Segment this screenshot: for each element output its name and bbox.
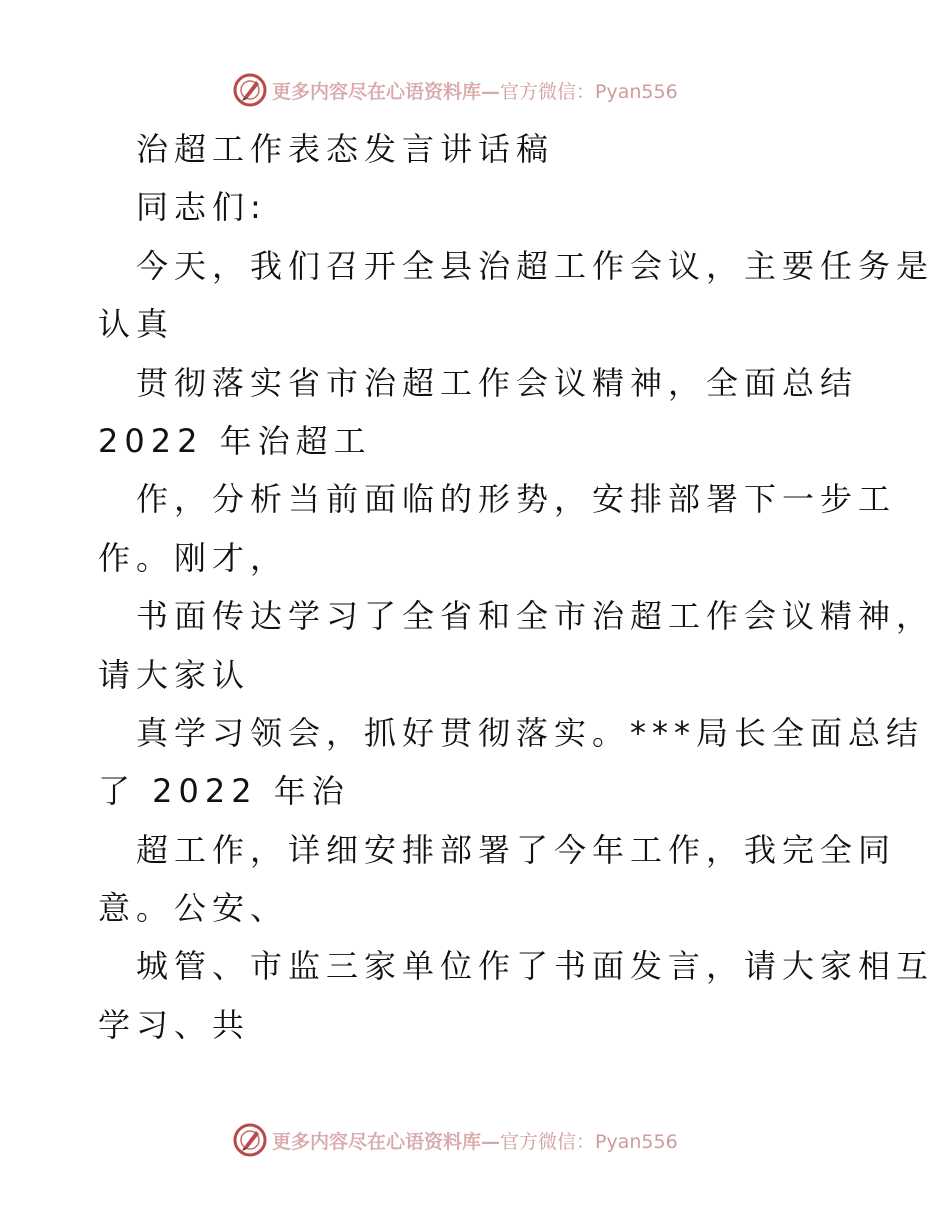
pen-logo-icon bbox=[232, 72, 268, 108]
document-line: 认真 bbox=[98, 305, 175, 344]
document-line: 2022 年治超工 bbox=[98, 421, 372, 460]
document-line: 超工作，详细安排部署了今年工作，我完全同 bbox=[136, 830, 897, 869]
header-banner bbox=[232, 70, 678, 110]
document-line: 学习、共 bbox=[98, 1005, 251, 1044]
document-line: 城管、市监三家单位作了书面发言，请大家相互 bbox=[136, 947, 935, 986]
document-body bbox=[98, 120, 935, 1054]
document-line: 了 2022 年治 bbox=[98, 772, 350, 811]
document-line: 作，分析当前面临的形势，安排部署下一步工 bbox=[136, 480, 897, 519]
pen-logo-icon bbox=[232, 1122, 268, 1158]
document-line: 作。刚才， bbox=[98, 538, 289, 577]
document-line: 贯彻落实省市治超工作会议精神，全面总结 bbox=[136, 363, 859, 402]
footer-banner bbox=[232, 1120, 678, 1160]
document-line: 真学习领会，抓好贯彻落实。***局长全面总结 bbox=[136, 713, 925, 752]
header-wechat-text: 官方微信：Pyan556 bbox=[500, 80, 678, 103]
footer-wechat-text: 官方微信：Pyan556 bbox=[500, 1130, 678, 1153]
document-line: 请大家认 bbox=[98, 655, 251, 694]
document-line: 同志们: bbox=[136, 188, 267, 227]
header-banner-text: 更多内容尽在心语资料库— bbox=[272, 80, 501, 103]
document-line: 今天，我们召开全县治超工作会议，主要任务是 bbox=[136, 246, 935, 285]
document-line: 意。公安、 bbox=[98, 889, 289, 928]
footer-banner-text: 更多内容尽在心语资料库— bbox=[272, 1130, 501, 1153]
document-line: 书面传达学习了全省和全市治超工作会议精神， bbox=[136, 597, 935, 636]
document-line: 治超工作表态发言讲话稿 bbox=[136, 130, 555, 168]
